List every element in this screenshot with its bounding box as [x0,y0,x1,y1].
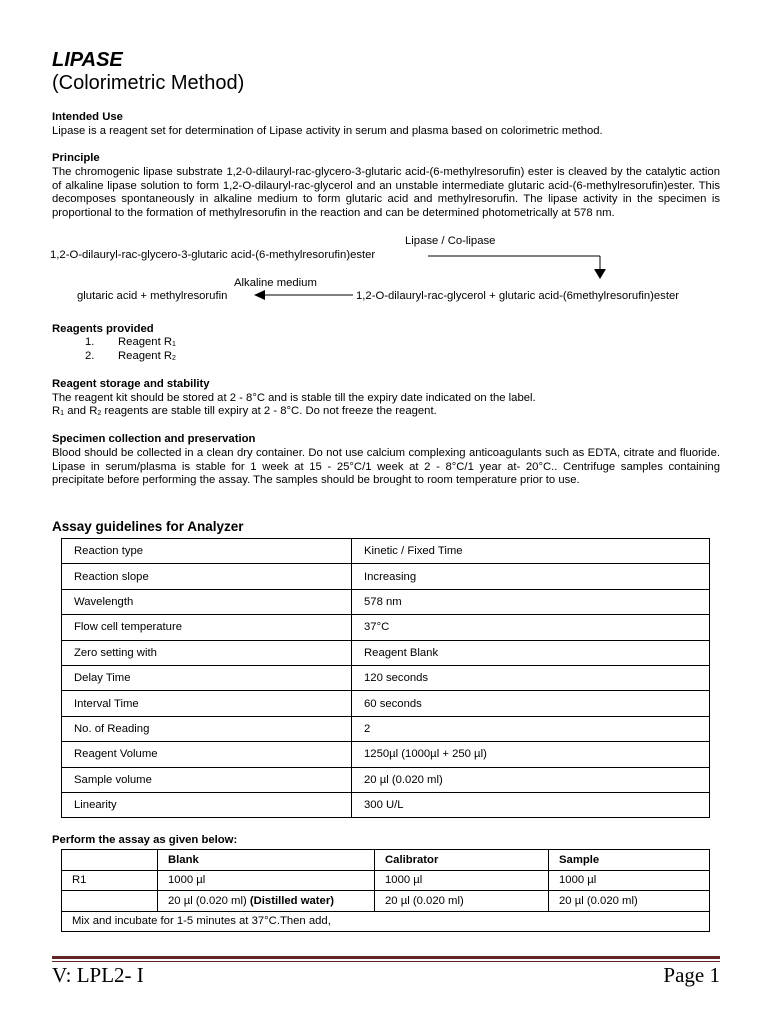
parameter-cell: No. of Reading [62,716,352,741]
parameter-cell: Flow cell temperature [62,615,352,640]
parameter-cell: Linearity [62,792,352,817]
reagent-item-number: 2. [85,350,95,362]
substrate-text: 1,2-O-dilauryl-rac-glycero-3-glutaric acid-(6-methylresorufin)ester [50,249,376,261]
reagents-heading: Reagents provided [52,323,154,335]
storage-text-line1: The reagent kit should be stored at 2 - 8°C and is stable till the expiry date indicated on the label. [52,392,536,404]
final-products-text: glutaric acid + methylresorufin [77,290,228,302]
table-row [62,665,710,690]
table-cell: 20 µl (0.020 ml) (Distilled water) [158,891,375,912]
value-cell: 120 seconds [352,665,710,690]
table-header-cell: Blank [158,850,375,871]
enzyme-arrow [428,256,606,279]
storage-text-line2: $R_1$ and $R_2$ reagents are stable till expiry at 2 - 8°C. Do not freeze the reagent. [52,405,437,417]
table-row [62,539,710,564]
parameter-cell: Zero setting with [62,640,352,665]
footer-page-number: Page 1 [663,963,720,987]
value-cell: 2 [352,716,710,741]
perform-assay-heading: Perform the assay as given below: [52,834,238,846]
value-cell: Kinetic / Fixed Time [352,539,710,564]
parameter-cell: Delay Time [62,665,352,690]
parameter-cell: Reagent Volume [62,742,352,767]
table-row [62,691,710,716]
table-header-cell [62,850,158,871]
footer-version: V: LPL2- I [52,963,144,987]
table-row [62,615,710,640]
table-cell: 1000 µl [158,870,375,891]
table-row [62,640,710,665]
reagent-item: Reagent $R_2$ [118,350,176,362]
parameter-cell: Reaction type [62,539,352,564]
table-row [62,792,710,817]
table-row [62,716,710,741]
intended-use-text: Lipase is a reagent set for determination of Lipase activity in serum and plasma based on colorimetric method. [52,125,603,137]
value-cell: 20 µl (0.020 ml) [352,767,710,792]
table-cell: 20 µl (0.020 ml) [549,891,710,912]
storage-heading: Reagent storage and stability [52,378,210,390]
table-row [62,564,710,589]
reagent-item-number: 1. [85,336,95,348]
table-row [62,870,710,891]
alkaline-medium-label: Alkaline medium [234,277,317,289]
parameter-cell: Reaction slope [62,564,352,589]
table-note-cell: Mix and incubate for 1-5 minutes at 37°C.Then add, [62,911,710,932]
table-cell: 1000 µl [375,870,549,891]
table-cell: R1 [62,870,158,891]
value-cell: 300 U/L [352,792,710,817]
table-row [62,742,710,767]
value-cell: 60 seconds [352,691,710,716]
table-header-cell: Calibrator [375,850,549,871]
footer-rule-thick [52,956,720,959]
intermediates-text: 1,2-O-dilauryl-rac-glycerol + glutaric acid-(6methylresorufin)ester [356,290,680,302]
value-cell: Reagent Blank [352,640,710,665]
table-cell [62,891,158,912]
value-cell: Increasing [352,564,710,589]
specimen-heading: Specimen collection and preservation [52,433,256,445]
specimen-text: Blood should be collected in a clean dry container. Do not use calcium complexing anticoagulants such as EDTA, citrate and fluoride. Lipase in serum/plasma is stable for 1 week at 15 - 25°C/1 week at 2 - 8°C/1 year at- 20°C.. Centrifuge samples containing precipitate before performing the assay. The samples should be brought to room temperature prior to use. [52,447,720,487]
parameter-cell: Interval Time [62,691,352,716]
table-header-row [62,850,710,871]
reagent-item: Reagent $R_1$ [118,336,176,348]
table-row [62,891,710,912]
value-cell: 578 nm [352,589,710,614]
table-row [62,911,710,932]
principle-heading: Principle [52,152,100,164]
table-header-cell: Sample [549,850,710,871]
table-cell: 1000 µl [549,870,710,891]
perform-assay-table [61,849,710,932]
assay-guidelines-table [61,538,710,818]
parameter-cell: Wavelength [62,589,352,614]
parameter-cell: Sample volume [62,767,352,792]
principle-text: The chromogenic lipase substrate 1,2-0-dilauryl-rac-glycero-3-glutaric acid-(6-methylresorufin) ester is cleaved by the catalytic action of alkaline lipase solution to form 1,2-O-dilauryl-rac-glycerol and an unstable intermediate glutaric acid-(6-methylresorufin)ester. This decomposes spontaneously in alkaline medium to form glutaric acid and methylresorufin. The lipase activity in the specimen is proportional to the formation of methylresorufin in the reaction and can be determined photometrically at 578 nm. [52,166,720,220]
enzyme-label: Lipase / Co-lipase [405,235,496,247]
reaction-arrows [0,0,768,320]
assay-guidelines-heading: Assay guidelines for Analyzer [52,519,244,534]
medium-arrow [254,290,353,300]
document-subtitle: (Colorimetric Method) [52,72,245,94]
value-cell: 37°C [352,615,710,640]
value-cell: 1250µl (1000µl + 250 µl) [352,742,710,767]
table-cell: 20 µl (0.020 ml) [375,891,549,912]
footer-rule-thin [52,961,720,962]
document-title: LIPASE [52,49,123,71]
intended-use-heading: Intended Use [52,111,123,123]
table-row [62,589,710,614]
table-row [62,767,710,792]
